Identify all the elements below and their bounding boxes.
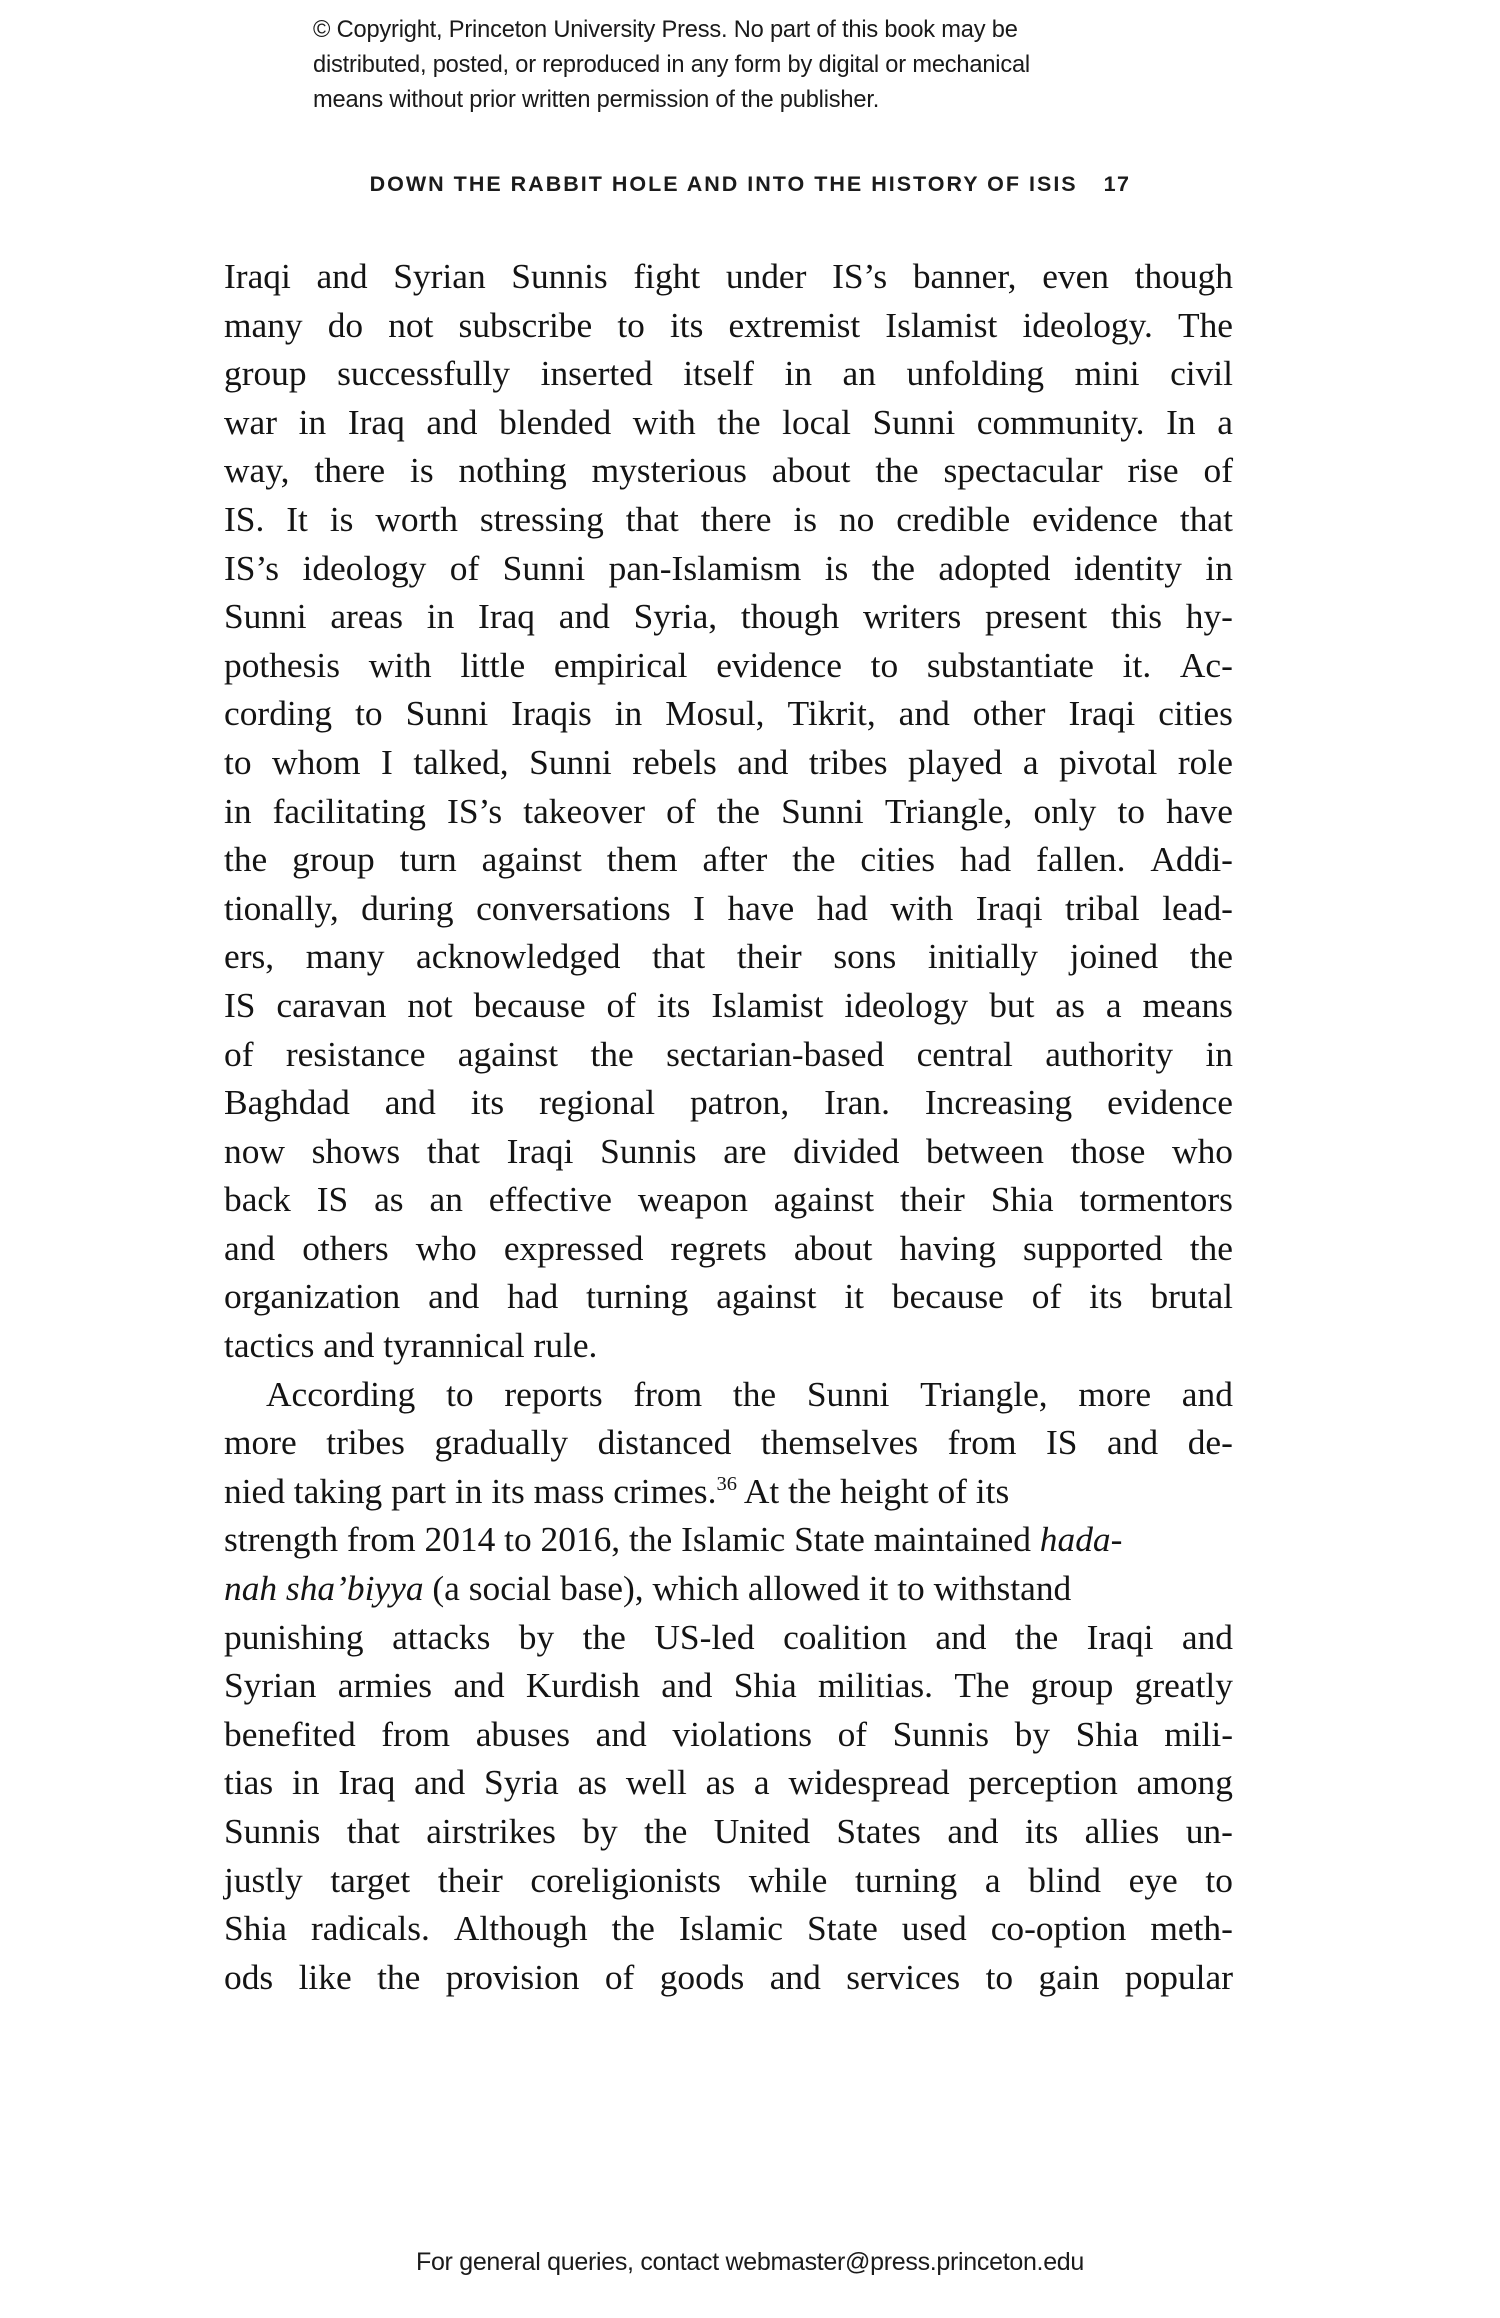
footnote-marker[interactable]: 36 <box>716 1473 737 1496</box>
text-line <box>224 1515 1233 1564</box>
text-line: more tribes gradually distanced themselves from IS and de- <box>224 1422 1233 1463</box>
italic-term: hada- <box>1039 1519 1123 1560</box>
sentence-fragment: (a social base), which allowed it to withstand <box>423 1568 1072 1609</box>
text-line: pothesis with little empirical evidence to substantiate it. Ac- <box>224 644 1233 685</box>
text-line: of resistance against the sectarian-based central authority in <box>224 1033 1233 1074</box>
text-line: benefited from abuses and violations of Sunnis by Shia mili- <box>224 1713 1233 1754</box>
text-line: to whom I talked, Sunni rebels and tribes played a pivotal role <box>224 741 1233 782</box>
sentence-fragment: nied taking part in its mass crimes. <box>224 1470 717 1511</box>
text-line: Syrian armies and Kurdish and Shia militias. The group greatly <box>224 1665 1233 1706</box>
running-head-title: DOWN THE RABBIT HOLE AND INTO THE HISTORY OF ISIS <box>369 172 1078 196</box>
text-line: justly target their coreligionists while turning a blind eye to <box>224 1859 1233 1900</box>
text-line: IS caravan not because of its Islamist ideology but as a means <box>224 984 1233 1025</box>
page-number: 17 <box>1103 172 1131 196</box>
text-line: tionally, during conversations I have had with Iraqi tribal lead- <box>224 887 1233 928</box>
copyright-line-2: distributed, posted, or reproduced in any form by digital or mechanical <box>313 51 1030 78</box>
text-line: Shia radicals. Although the Islamic State used co-option meth- <box>224 1908 1233 1949</box>
text-line: Sunnis that airstrikes by the United States and its allies un- <box>224 1811 1233 1851</box>
text-line: now shows that Iraqi Sunnis are divided between those who <box>224 1130 1233 1171</box>
text-line: punishing attacks by the US-led coalition and the Iraqi and <box>224 1616 1233 1657</box>
text-line: many do not subscribe to its extremist Islamist ideology. The <box>224 304 1233 345</box>
text-line: war in Iraq and blended with the local Sunni community. In a <box>224 401 1233 442</box>
text-line: Baghdad and its regional patron, Iran. Increasing evidence <box>224 1082 1233 1123</box>
text-line: group successfully inserted itself in an unfolding mini civil <box>224 353 1233 394</box>
text-line: organization and had turning against it because of its brutal <box>224 1276 1233 1317</box>
text-line: in facilitating IS’s takeover of the Sunni Triangle, only to have <box>224 790 1233 831</box>
text-line <box>224 1467 1233 1516</box>
text-line: IS. It is worth stressing that there is no credible evidence that <box>224 498 1233 539</box>
paragraph-indent <box>224 1370 266 1419</box>
text-line: According to reports from the Sunni Triangle, more and <box>224 1370 1233 1419</box>
page-footer: For general queries, contact webmaster@press.princeton.edu <box>415 2248 1085 2276</box>
text-line: IS’s ideology of Sunni pan-Islamism is the adopted identity in <box>224 547 1233 588</box>
running-head <box>0 172 1500 197</box>
text-line <box>224 1564 1233 1613</box>
paragraph-2 <box>224 1370 1233 2002</box>
body-text-column <box>224 252 1233 2001</box>
text-line: tias in Iraq and Syria as well as a widespread perception among <box>224 1762 1233 1803</box>
text-line: ods like the provision of goods and services to gain popular <box>224 1956 1233 1997</box>
text-line: cording to Sunni Iraqis in Mosul, Tikrit, and other Iraqi cities <box>224 693 1233 734</box>
paragraph-1 <box>224 252 1233 1370</box>
copyright-notice <box>313 12 1201 117</box>
text-line: and others who expressed regrets about having supported the <box>224 1227 1233 1268</box>
sentence-fragment: strength from 2014 to 2016, the Islamic State maintained <box>224 1519 1040 1560</box>
text-line: way, there is nothing mysterious about the spectacular rise of <box>224 450 1233 491</box>
copyright-line-1: © Copyright, Princeton University Press. No part of this book may be <box>313 16 1018 43</box>
text-line: ers, many acknowledged that their sons initially joined the <box>224 936 1233 977</box>
sentence-fragment: At the height of its <box>736 1470 1010 1511</box>
text-line: back IS as an effective weapon against their Shia tormentors <box>224 1179 1233 1220</box>
text-line: Iraqi and Syrian Sunnis fight under IS’s banner, even though <box>224 256 1233 296</box>
text-line: tactics and tyrannical rule. <box>224 1325 598 1366</box>
copyright-line-3: means without prior written permission of the publisher. <box>313 86 880 113</box>
text-line: Sunni areas in Iraq and Syria, though writers present this hy- <box>224 596 1233 637</box>
text-line: the group turn against them after the cities had fallen. Addi- <box>224 839 1233 880</box>
italic-term: nah sha’biyya <box>224 1568 424 1609</box>
